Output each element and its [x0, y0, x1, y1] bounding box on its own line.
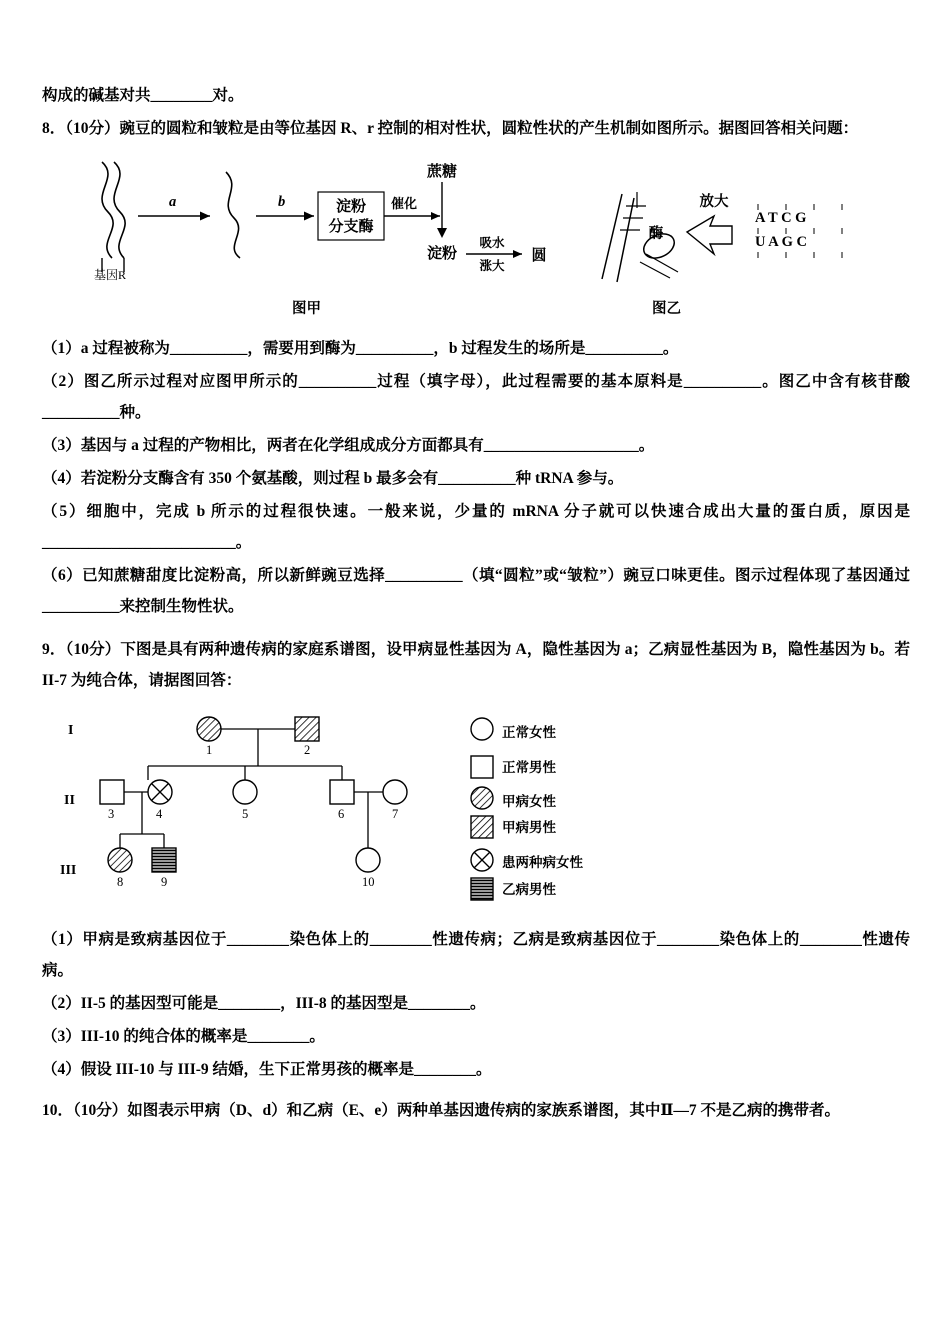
svg-text:分支酶: 分支酶 — [328, 219, 374, 235]
svg-text:III: III — [60, 863, 77, 878]
legend-label-normal-male: 正常男性 — [502, 760, 556, 775]
arrow-b-label: b — [278, 194, 286, 210]
svg-text:酶: 酶 — [648, 226, 664, 242]
legend-label-disease-a-male: 甲病男性 — [502, 820, 556, 835]
gene-r-label: 基因R — [94, 268, 127, 282]
q8-number: 8 — [42, 120, 50, 137]
svg-text:5: 5 — [242, 807, 249, 821]
q8-score: （10分） — [65, 120, 120, 137]
q8-sub-4: （4）若淀粉分支酶含有 350 个氨基酸，则过程 b 最多会有__________种 tRNA 参与。 — [42, 470, 624, 487]
q8-text: 豌豆的圆粒和皱粒是由等位基因 R、r 控制的相对性状，圆粒性状的产生机制如图所示。据图回答相关问题： — [119, 120, 859, 137]
svg-text:7: 7 — [392, 807, 399, 821]
q9-score: （10分） — [65, 641, 121, 658]
svg-text:II: II — [64, 793, 75, 808]
svg-text:6: 6 — [338, 807, 345, 821]
svg-text:吸水: 吸水 — [479, 236, 505, 250]
pedigree-svg — [42, 708, 910, 918]
legend-label-both-diseases-female: 患两种病女性 — [502, 855, 583, 870]
svg-text:9: 9 — [161, 875, 168, 889]
q10-score: （10分） — [73, 1102, 128, 1119]
q8-sub-5: （5）细胞中，完成 b 所示的过程很快速。一般来说，少量的 mRNA 分子就可以快速合成出大量的蛋白质，原因是_________________________。 — [42, 503, 910, 551]
svg-text:4: 4 — [156, 807, 163, 821]
svg-text:10: 10 — [362, 875, 375, 889]
legend-label-disease-b-male: 乙病男性 — [502, 882, 556, 897]
svg-text:蔗糖: 蔗糖 — [426, 164, 458, 180]
q8-sub-6: （6）已知蔗糖甜度比淀粉高，所以新鲜豌豆选择__________（填“圆粒”或“皱粒”）豌豆口味更佳。图示过程体现了基因通过__________来控制生物性状。 — [42, 567, 910, 615]
q9-sub-2: （2）II-5 的基因型可能是________，III-8 的基因型是________。 — [42, 995, 486, 1012]
svg-text:1: 1 — [206, 743, 213, 757]
top-fragment: 构成的碱基对共________对。 — [42, 87, 244, 104]
q10-text: 如图表示甲病（D、d）和乙病（E、e）两种单基因遗传病的家族系谱图，其中Ⅱ—7 不是乙病的携带者。 — [127, 1102, 841, 1119]
page-content — [42, 80, 910, 1129]
svg-text:圆: 圆 — [531, 248, 547, 264]
q9-sub-4: （4）假设 III-10 与 III-9 结婚，生下正常男孩的概率是________。 — [42, 1061, 492, 1078]
figure-8 — [42, 154, 910, 329]
svg-text:I: I — [68, 723, 74, 738]
svg-text:U A G C: U A G C — [755, 234, 807, 250]
q8-sub-2: （2）图乙所示过程对应图甲所示的__________过程（填字母），此过程需要的基本原料是__________。图乙中含有核苷酸__________种。 — [42, 373, 910, 421]
q9-sub-3: （3）III-10 的纯合体的概率是________。 — [42, 1028, 325, 1045]
svg-text:2: 2 — [304, 743, 311, 757]
figure-9-pedigree — [42, 708, 910, 918]
arrow-a-label: a — [169, 194, 177, 210]
svg-text:涨大: 涨大 — [479, 259, 505, 273]
svg-text:淀粉: 淀粉 — [335, 199, 367, 215]
svg-text:8: 8 — [117, 875, 124, 889]
legend-label-normal-female: 正常女性 — [502, 725, 556, 740]
question-10-stem: 10．（10分）如图表示甲病（D、d）和乙病（E、e）两种单基因遗传病的家族系谱图，其中Ⅱ—7 不是乙病的携带者。 — [42, 1102, 841, 1119]
q9-number: 9 — [42, 641, 50, 658]
q9-text: 下图是具有两种遗传病的家庭系谱图，设甲病显性基因为 A，隐性基因为 a；乙病显性基因为 B，隐性基因为 b。若 II-7 为纯合体，请据图回答： — [42, 641, 910, 689]
legend-label-disease-a-female: 甲病女性 — [502, 794, 556, 809]
q8-sub-1: （1）a 过程被称为__________，需要用到酶为__________，b 过程发生的场所是__________。 — [42, 340, 679, 357]
svg-text:A T C G: A T C G — [755, 210, 807, 226]
svg-text:放大: 放大 — [699, 194, 729, 210]
svg-text:淀粉: 淀粉 — [426, 246, 458, 262]
svg-text:催化: 催化 — [390, 196, 418, 211]
svg-text:3: 3 — [108, 807, 115, 821]
question-8-stem: 8．（10分）豌豆的圆粒和皱粒是由等位基因 R、r 控制的相对性状，圆粒性状的产生机制如图所示。据图回答相关问题： — [42, 120, 859, 137]
q10-number: 10 — [42, 1102, 58, 1119]
figure-8-svg — [42, 154, 910, 329]
figure-8-caption-right: 图乙 — [652, 301, 681, 317]
q8-sub-3: （3）基因与 a 过程的产物相比，两者在化学组成成分方面都具有____________________。 — [42, 437, 655, 454]
figure-8-caption-left: 图甲 — [292, 301, 321, 317]
question-9-stem: 9．（10分）下图是具有两种遗传病的家庭系谱图，设甲病显性基因为 A，隐性基因为 a；乙病显性基因为 B，隐性基因为 b。若 II-7 为纯合体，请据图回答： — [42, 641, 910, 689]
q9-sub-1: （1）甲病是致病基因位于________染色体上的________性遗传病；乙病是致病基因位于________染色体上的________性遗传病。 — [42, 931, 910, 979]
